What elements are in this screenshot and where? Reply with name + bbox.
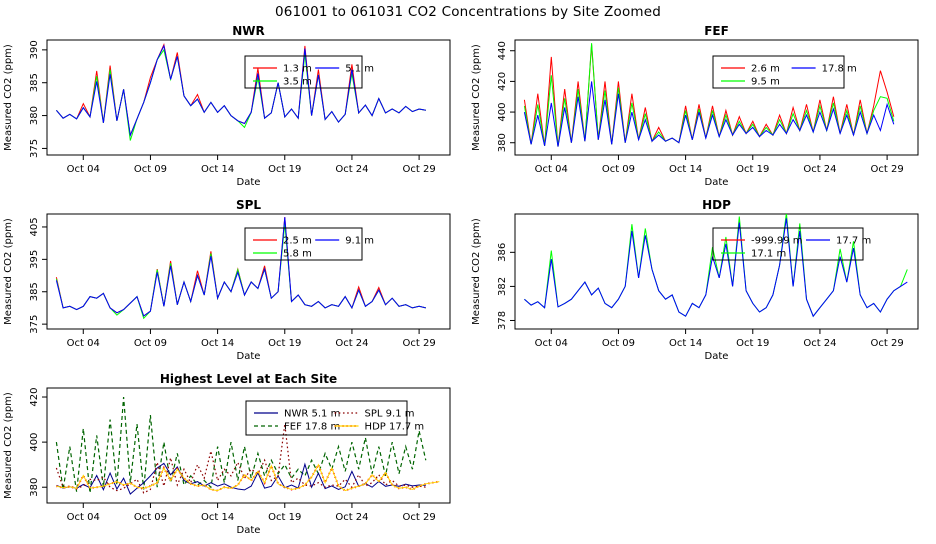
svg-text:400: 400 xyxy=(29,432,40,452)
svg-text:375: 375 xyxy=(29,138,40,158)
spl-legend xyxy=(245,228,374,260)
svg-text:Oct 09: Oct 09 xyxy=(601,164,636,175)
svg-text:Oct 09: Oct 09 xyxy=(601,338,636,349)
svg-text:Oct 29: Oct 29 xyxy=(402,164,436,175)
svg-text:Oct 04: Oct 04 xyxy=(66,338,100,349)
highest-series-line xyxy=(56,465,439,491)
svg-text:385: 385 xyxy=(29,282,40,302)
highest-x-axis xyxy=(67,503,436,523)
panel-spl xyxy=(0,199,468,367)
svg-text:386: 386 xyxy=(497,242,508,262)
svg-text:Oct 19: Oct 19 xyxy=(736,164,770,175)
chart-hdp xyxy=(468,199,936,367)
fef-series-line xyxy=(524,81,893,146)
svg-text:378: 378 xyxy=(497,310,508,331)
fef-plot-box xyxy=(515,40,918,155)
svg-text:Oct 14: Oct 14 xyxy=(201,512,235,523)
svg-text:Oct 04: Oct 04 xyxy=(66,512,100,523)
fef-y-axis xyxy=(497,41,515,152)
spl-series-line xyxy=(56,217,425,316)
svg-text:Oct 14: Oct 14 xyxy=(669,164,703,175)
nwr-ylabel: Measured CO2 (ppm) xyxy=(3,44,14,151)
legend-key-label: 17.8 m xyxy=(821,63,857,75)
svg-text:Oct 04: Oct 04 xyxy=(66,164,100,175)
svg-text:382: 382 xyxy=(497,276,508,296)
svg-text:Oct 24: Oct 24 xyxy=(335,164,369,175)
chart-nwr xyxy=(0,25,468,193)
legend-key-label: 2.6 m xyxy=(751,63,780,75)
svg-text:440: 440 xyxy=(497,41,508,61)
legend-key-label: 9.1 m xyxy=(345,235,375,247)
nwr-plot-box xyxy=(47,40,450,155)
svg-text:385: 385 xyxy=(29,73,40,93)
nwr-series xyxy=(56,45,425,141)
spl-y-axis xyxy=(29,217,47,333)
fef-series xyxy=(524,43,893,147)
nwr-xlabel: Date xyxy=(236,177,261,188)
svg-text:375: 375 xyxy=(29,314,40,334)
svg-text:Oct 19: Oct 19 xyxy=(268,338,302,349)
spl-series-line xyxy=(56,217,425,316)
svg-text:Oct 14: Oct 14 xyxy=(201,338,235,349)
highest-y-axis xyxy=(29,387,47,496)
legend-key-label: 9.5 m xyxy=(751,76,780,88)
panel-hdp xyxy=(468,199,936,367)
nwr-x-axis xyxy=(67,155,436,175)
legend-key-label: 5.1 m xyxy=(345,63,375,75)
hdp-x-axis xyxy=(535,329,904,349)
spl-xlabel: Date xyxy=(236,351,261,362)
legend-key-label: 3.5 m xyxy=(283,76,312,88)
panel-highest xyxy=(0,373,468,541)
hdp-y-axis xyxy=(497,243,515,330)
fef-series-line xyxy=(524,45,893,147)
highest-title: Highest Level at Each Site xyxy=(159,373,338,386)
legend-key-label: 2.5 m xyxy=(283,235,312,247)
legend-key-label: 17.1 m xyxy=(751,248,787,260)
svg-text:Oct 19: Oct 19 xyxy=(268,164,302,175)
svg-text:405: 405 xyxy=(29,217,40,237)
svg-text:Oct 24: Oct 24 xyxy=(335,512,369,523)
svg-text:Oct 24: Oct 24 xyxy=(803,338,837,349)
hdp-series xyxy=(524,213,907,316)
svg-text:395: 395 xyxy=(29,249,40,269)
spl-series xyxy=(56,217,425,318)
fef-title: FEF xyxy=(704,25,729,38)
nwr-y-axis xyxy=(29,40,47,158)
fef-ylabel: Measured CO2 (ppm) xyxy=(471,44,482,151)
svg-text:Oct 24: Oct 24 xyxy=(335,338,369,349)
svg-text:Oct 19: Oct 19 xyxy=(268,512,302,523)
svg-text:380: 380 xyxy=(497,133,508,153)
legend-key-label: 1.3 m xyxy=(283,63,312,75)
svg-text:380: 380 xyxy=(29,477,40,497)
figure-title: 061001 to 061031 CO2 Concentrations by Site Zoomed xyxy=(274,4,662,20)
spl-x-axis xyxy=(67,329,436,349)
svg-text:Oct 09: Oct 09 xyxy=(133,338,168,349)
highest-series-line xyxy=(56,463,425,494)
svg-text:390: 390 xyxy=(29,40,40,60)
svg-text:Oct 14: Oct 14 xyxy=(201,164,235,175)
hdp-ylabel: Measured CO2 (ppm) xyxy=(471,218,482,325)
svg-text:Oct 04: Oct 04 xyxy=(534,164,568,175)
svg-text:Oct 29: Oct 29 xyxy=(870,338,904,349)
highest-xlabel: Date xyxy=(236,525,261,536)
spl-title: SPL xyxy=(235,199,262,212)
chart-spl xyxy=(0,199,468,367)
svg-text:Oct 29: Oct 29 xyxy=(870,164,904,175)
svg-text:Oct 19: Oct 19 xyxy=(736,338,770,349)
hdp-xlabel: Date xyxy=(704,351,729,362)
panel-fef xyxy=(468,25,936,193)
legend-key-label: FEF 17.8 m xyxy=(284,421,341,433)
nwr-series-line xyxy=(56,46,425,135)
chart-fef xyxy=(468,25,936,193)
highest-legend xyxy=(246,401,424,435)
legend-key-label: -999.99 m xyxy=(751,235,803,247)
svg-text:Oct 24: Oct 24 xyxy=(803,164,837,175)
panel-nwr xyxy=(0,25,468,193)
chart-highest xyxy=(0,373,468,540)
svg-text:Oct 14: Oct 14 xyxy=(669,338,703,349)
legend-key-label: 17.7 m xyxy=(836,235,872,247)
spl-ylabel: Measured CO2 (ppm) xyxy=(3,218,14,325)
svg-text:420: 420 xyxy=(29,387,40,407)
svg-text:Oct 09: Oct 09 xyxy=(133,164,168,175)
svg-text:Oct 29: Oct 29 xyxy=(402,338,436,349)
legend-key-label: NWR 5.1 m xyxy=(284,408,341,420)
fef-x-axis xyxy=(535,155,904,175)
highest-ylabel: Measured CO2 (ppm) xyxy=(3,392,14,499)
fef-xlabel: Date xyxy=(704,177,729,188)
spl-plot-box xyxy=(47,214,450,329)
legend-key-label: HDP 17.7 m xyxy=(364,421,425,433)
svg-text:Oct 29: Oct 29 xyxy=(402,512,436,523)
svg-text:380: 380 xyxy=(29,106,40,126)
nwr-title: NWR xyxy=(232,25,265,38)
svg-text:Oct 09: Oct 09 xyxy=(133,512,168,523)
hdp-title: HDP xyxy=(702,199,731,212)
svg-text:420: 420 xyxy=(497,71,508,91)
legend-key-label: SPL 9.1 m xyxy=(364,408,415,420)
svg-text:400: 400 xyxy=(497,102,508,122)
legend-key-label: 5.8 m xyxy=(283,248,312,260)
svg-text:Oct 04: Oct 04 xyxy=(534,338,568,349)
hdp-series-line xyxy=(524,218,907,316)
fef-legend xyxy=(713,56,857,88)
